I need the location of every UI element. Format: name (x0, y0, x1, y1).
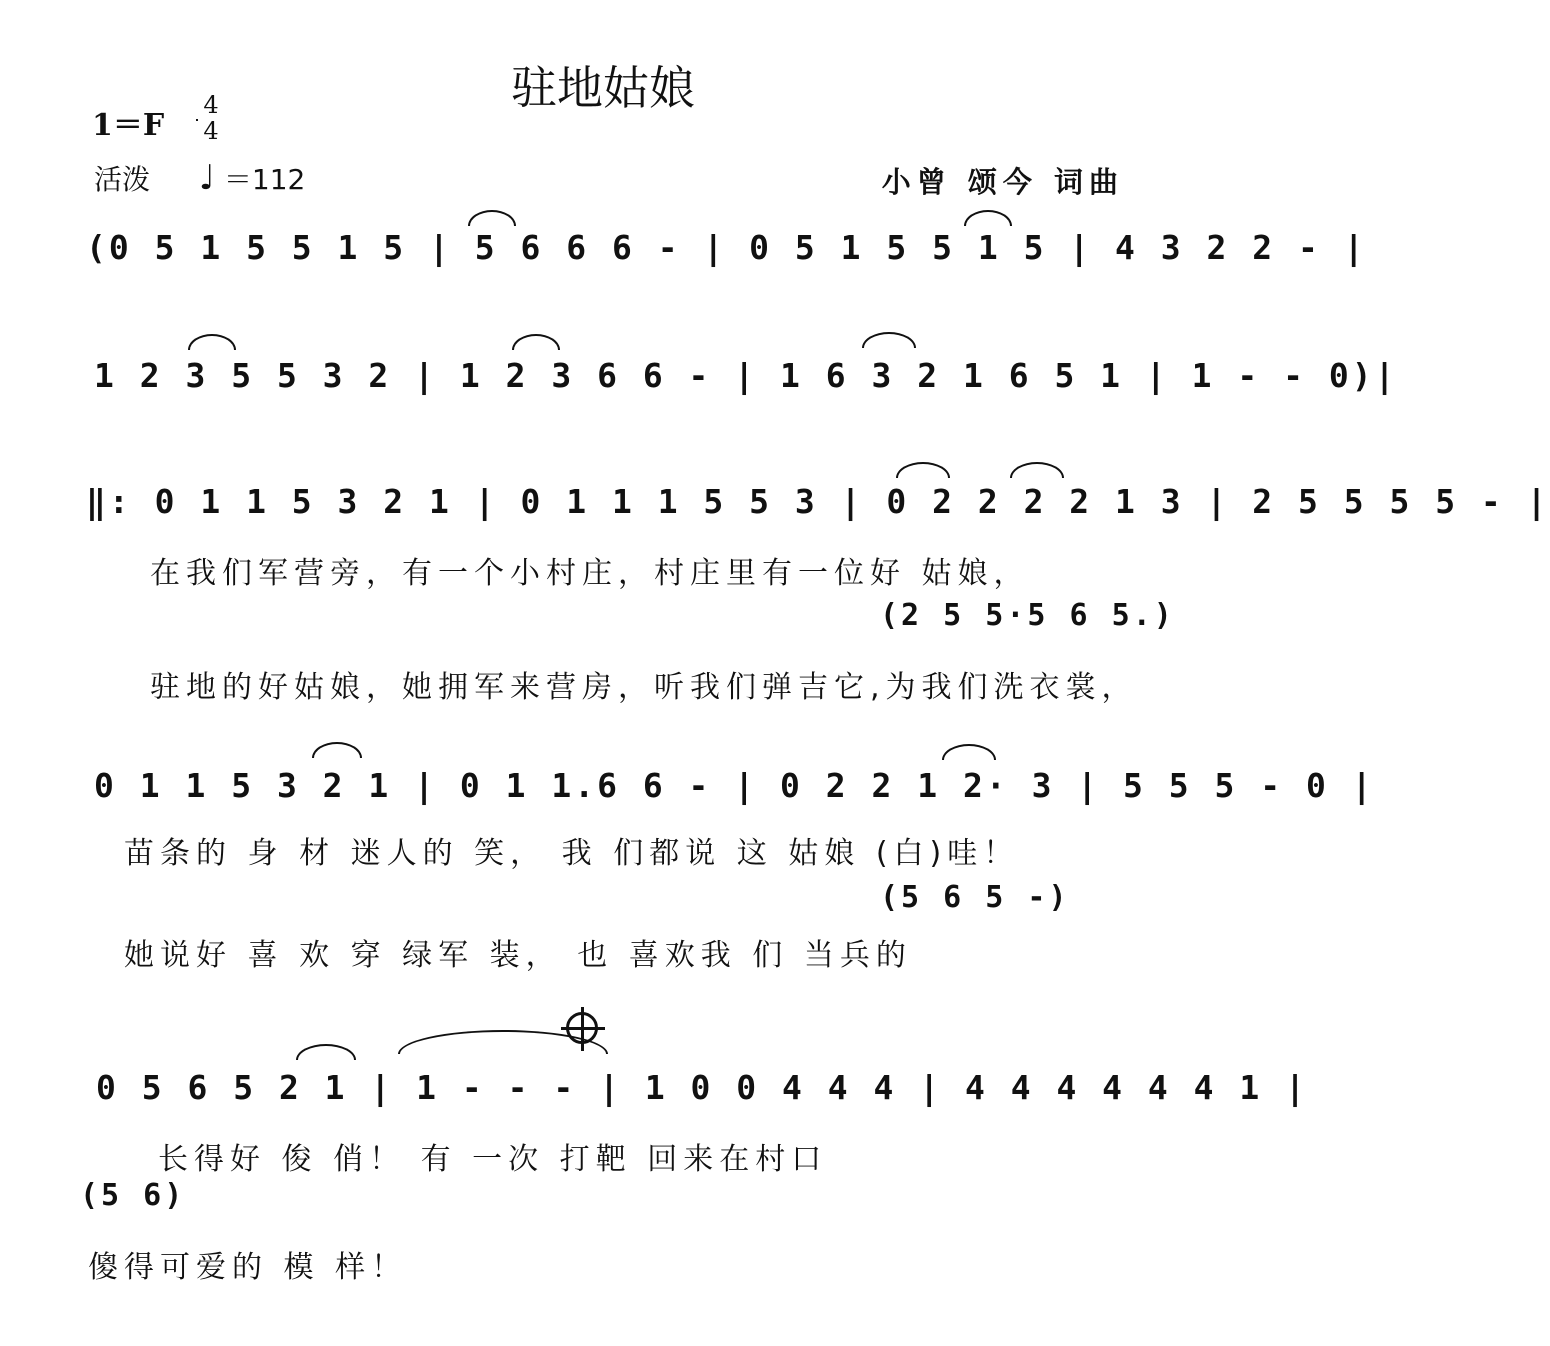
time-signature-divider (196, 119, 198, 121)
tie-mark (1010, 462, 1064, 478)
lyric-line-5-verse-1: 长得好 俊 俏！ 有 一次 打靶 回来在村口 (158, 1142, 828, 1177)
bracket-phrase-3: (2 5 5·5 6 5.) (880, 598, 1175, 633)
tie-mark (896, 462, 950, 478)
tie-mark (188, 334, 236, 350)
time-signature-bottom: 4 (203, 117, 219, 145)
key-signature: 1＝F (92, 108, 165, 143)
lyric-line-4-verse-1: 苗条的 身 材 迷人的 笑， 我 们都说 这 姑娘 (白)哇！ (124, 836, 1020, 871)
time-signature (196, 92, 226, 144)
music-line-4: 0 1 1 5 3 2 1 | 0 1 1.6 6 - | 0 2 2 1 2· 3 | 5 5 5 - 0 | (94, 766, 1375, 805)
tie-mark (312, 742, 362, 758)
credit: 小曾 颂今 词曲 (881, 165, 1124, 199)
bracket-phrase-4: (5 6 5 -) (880, 880, 1070, 915)
tie-mark (468, 210, 516, 226)
music-line-2: 1 2 3 5 5 3 2 | 1 2 3 6 6 - | 1 6 3 2 1 6 5 1 | 1 - - 0)| (94, 356, 1398, 395)
tie-mark (512, 334, 560, 350)
music-line-3: ‖: 0 1 1 5 3 2 1 | 0 1 1 1 5 5 3 | 0 2 2 2 2 1 3 | 2 5 5 5 5 - | (86, 482, 1550, 521)
music-line-5: 0 5 6 5 2 1 | 1 - - - | 1 0 0 4 4 4 | 4 4 4 4 4 4 1 | (96, 1068, 1308, 1107)
time-signature-top: 4 (203, 91, 219, 119)
tie-mark (862, 332, 916, 348)
lyric-line-5-verse-2: 傻得可爱的 模 样！ (88, 1250, 408, 1285)
tie-mark (296, 1044, 356, 1060)
lyric-line-3-verse-1: 在我们军营旁，有一个小村庄，村庄里有一位好 姑娘， (150, 556, 1030, 591)
tempo-bpm: ＝112 (223, 163, 306, 196)
bracket-phrase-5: (5 6) (80, 1178, 186, 1213)
music-line-1: (0 5 1 5 5 1 5 | 5 6 6 6 - | 0 5 1 5 5 1 5 | 4 3 2 2 - | (86, 228, 1367, 267)
tempo-marking (94, 158, 305, 198)
tie-mark (942, 744, 996, 760)
lyric-line-4-verse-2: 她说好 喜 欢 穿 绿军 装， 也 喜欢我 们 当兵的 (124, 938, 912, 973)
tempo-word: 活泼 (94, 163, 151, 196)
lyric-line-3-verse-2: 驻地的好姑娘，她拥军来营房，听我们弹吉它,为我们洗衣裳， (150, 670, 1138, 705)
song-title: 驻地姑娘 (511, 61, 695, 115)
tie-mark (964, 210, 1012, 226)
quarter-note-icon: ♩ (198, 158, 215, 198)
